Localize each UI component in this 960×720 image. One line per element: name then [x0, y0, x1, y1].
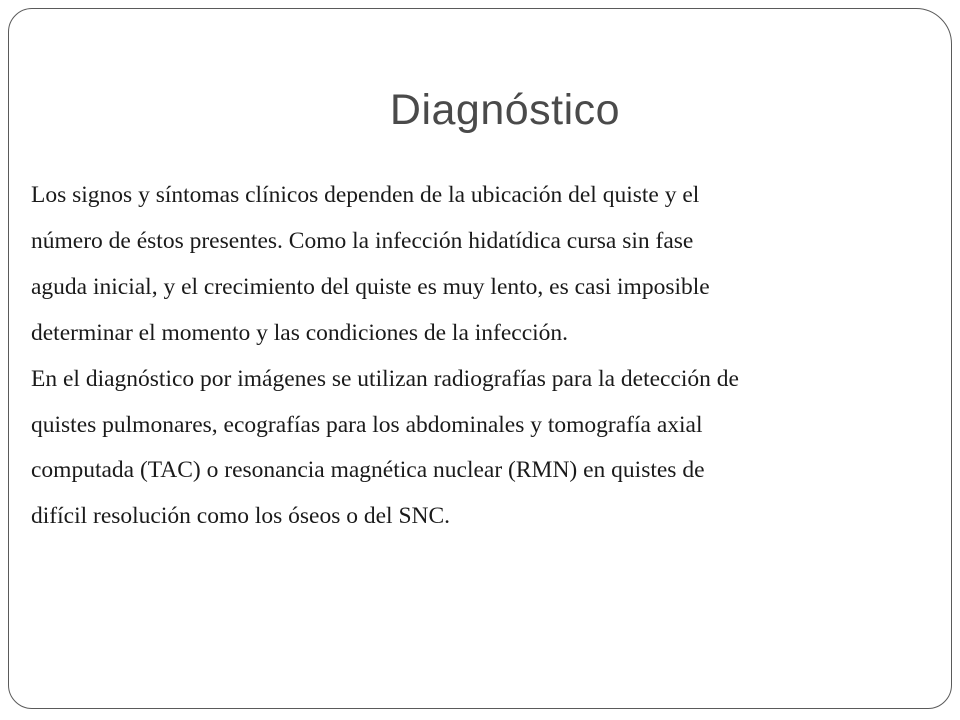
body-line: difícil resolución como los óseos o del SNC. [31, 503, 451, 530]
paragraph-imaging [31, 357, 911, 541]
slide-body [31, 173, 911, 540]
body-line: número de éstos presentes. Como la infección hidatídica cursa sin fase [31, 227, 694, 254]
body-line: computada (TAC) o resonancia magnética nuclear (RMN) en quistes de [31, 457, 705, 484]
body-line: determinar el momento y las condiciones de la infección. [31, 319, 569, 346]
body-line: Los signos y síntomas clínicos dependen de la ubicación del quiste y el [31, 182, 700, 208]
paragraph-symptoms [31, 173, 911, 357]
body-line: En el diagnóstico por imágenes se utilizan radiografías para la detección de [31, 365, 739, 392]
body-line: aguda inicial, y el crecimiento del quiste es muy lento, es casi imposible [31, 273, 710, 300]
body-line: quistes pulmonares, ecografías para los abdominales y tomografía axial [31, 411, 703, 438]
slide-title: Diagnóstico [389, 86, 621, 134]
